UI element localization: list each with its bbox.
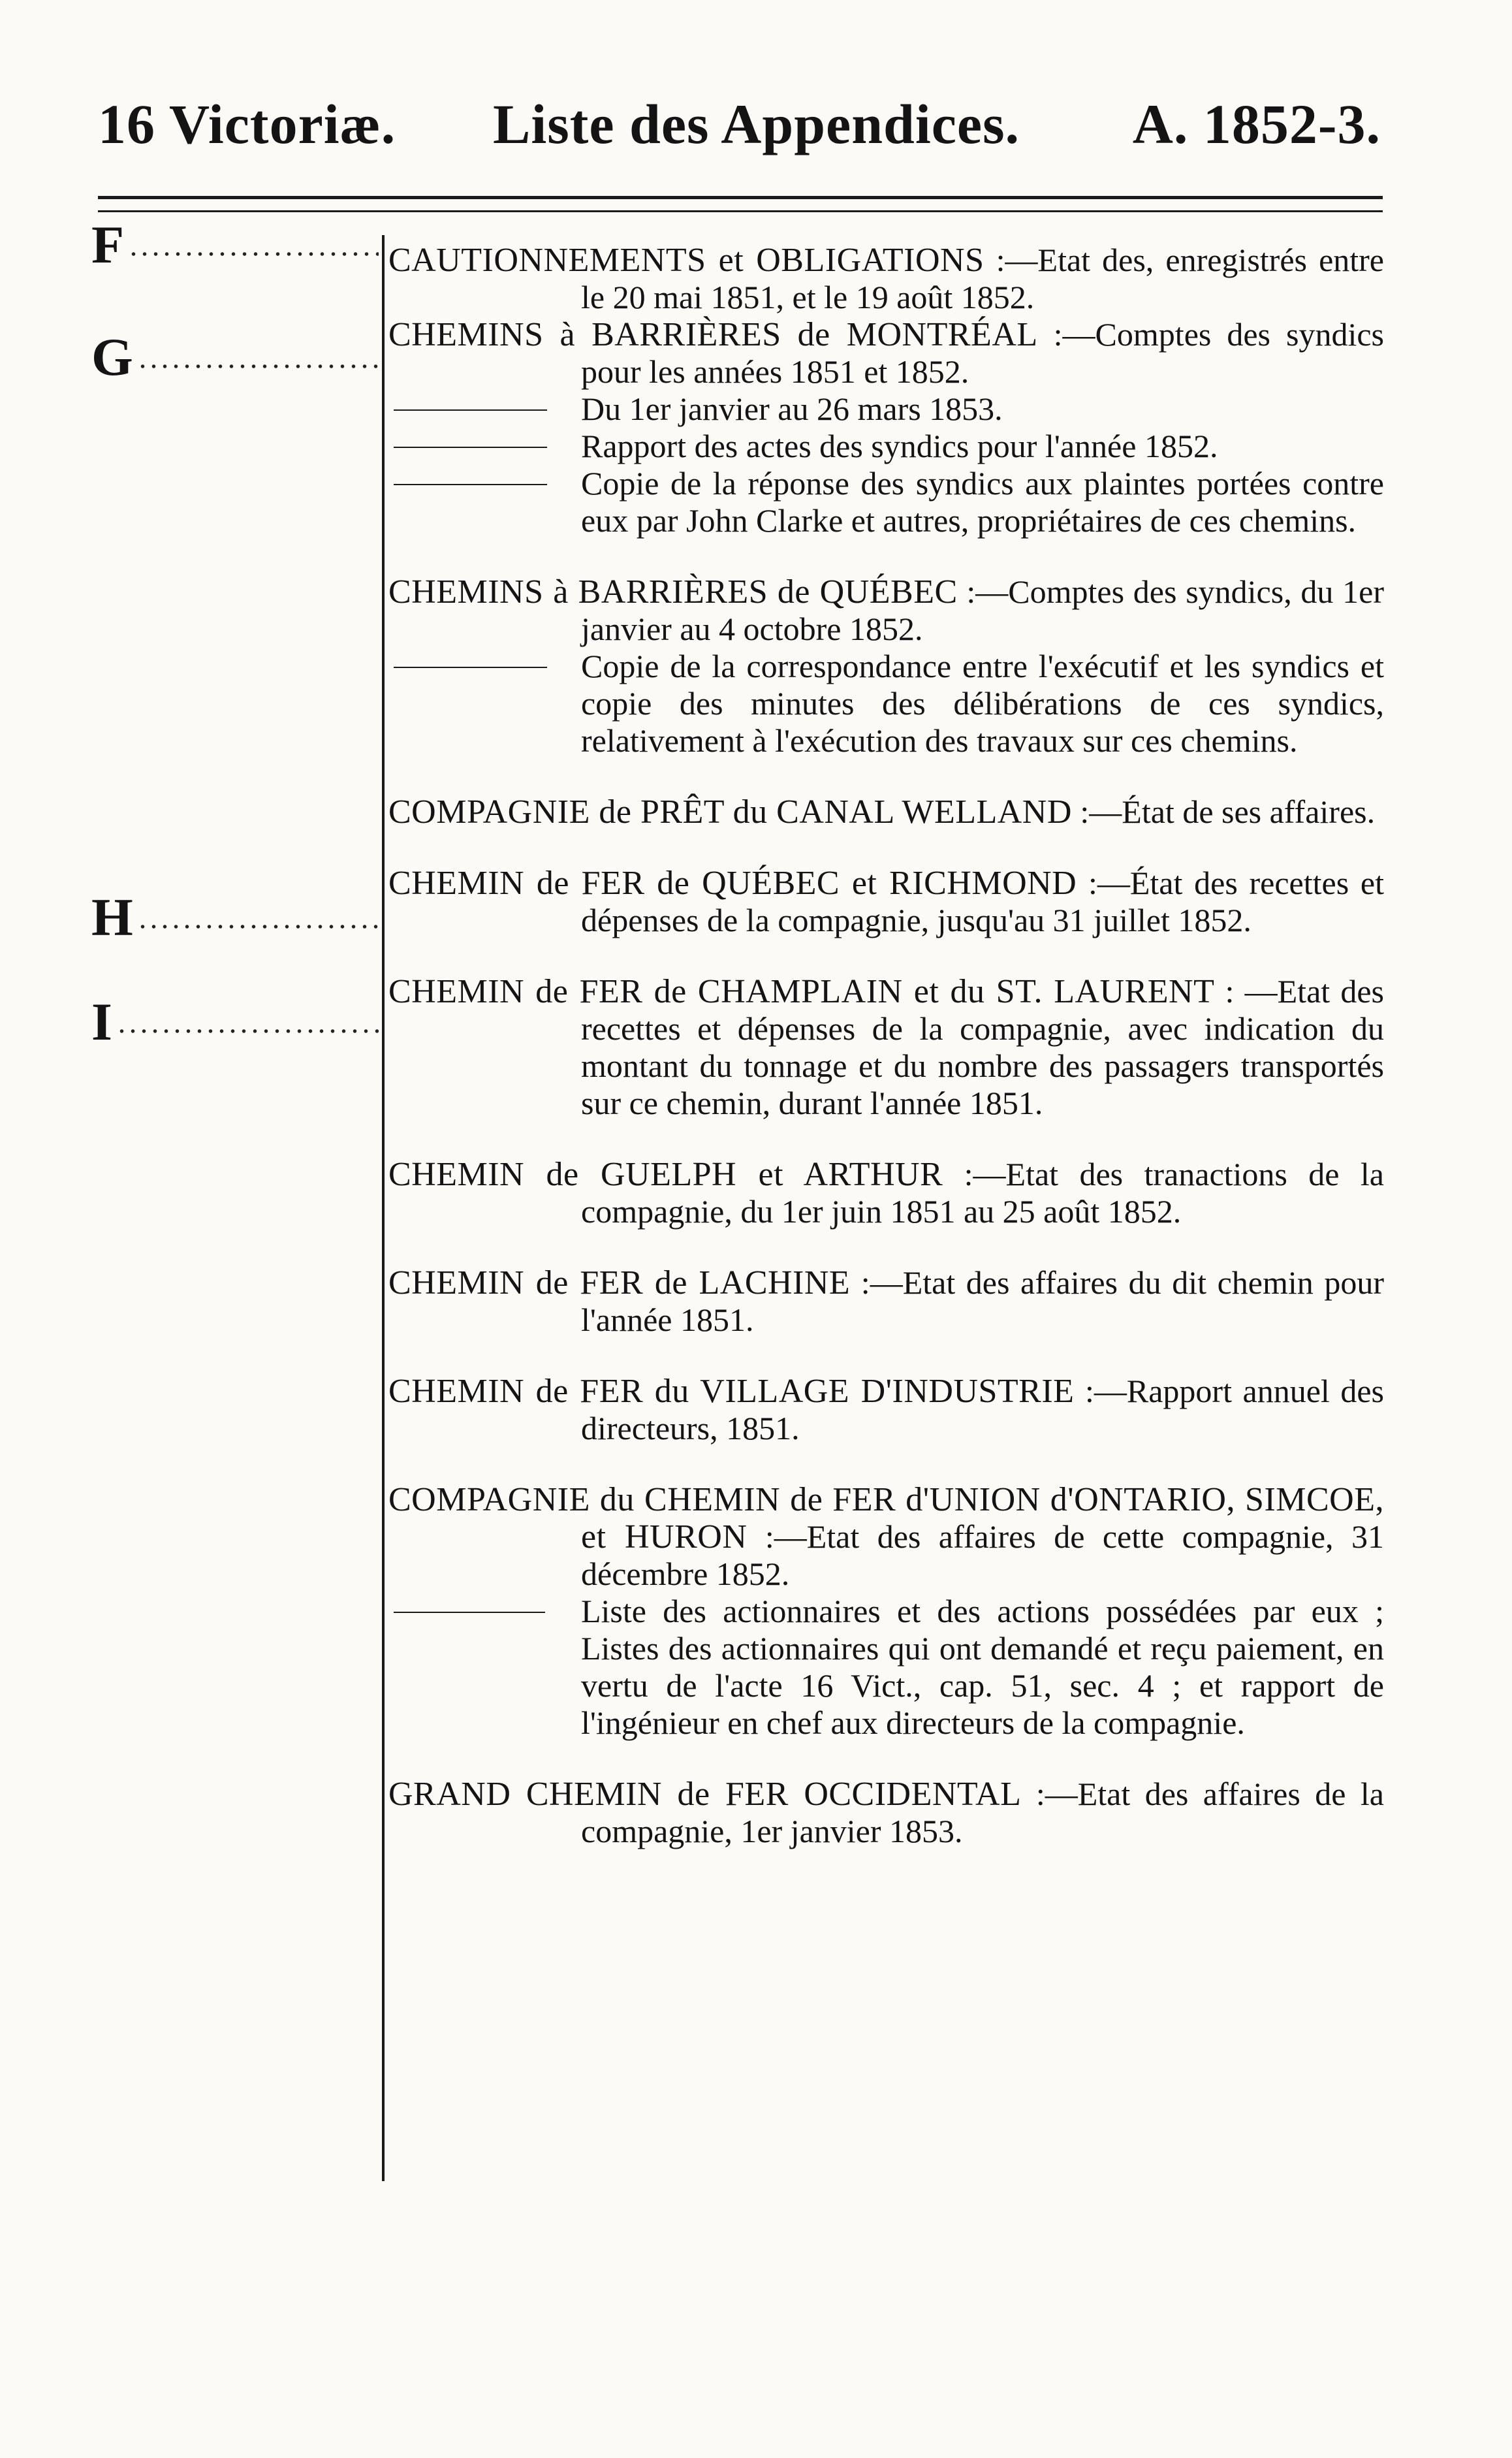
leader-dots bbox=[116, 1025, 379, 1037]
header-session: 16 Victoriæ. bbox=[98, 93, 396, 155]
letter-label: I bbox=[91, 992, 112, 1051]
entry-text: :—Etat des affaires de cette compagnie, 31 décembre 1852. bbox=[581, 1518, 1384, 1592]
entry-text: :—Comptes des syndics pour les années 1851 et 1852. bbox=[581, 316, 1385, 390]
header-rule-thin bbox=[98, 210, 1383, 212]
entry-text: :—Etat des tranactions de la compagnie, du 1er juin 1851 au 25 août 1852. bbox=[581, 1156, 1384, 1230]
entry-title: COMPAGNIE du CHEMIN de FER d'UNION d'ONTARIO, SIMCOE, et HURON bbox=[388, 1481, 1384, 1556]
column-divider bbox=[382, 235, 385, 2181]
letter-label: H bbox=[91, 887, 133, 947]
entry-text: :—Etat des affaires de la compagnie, 1er janvier 1853. bbox=[581, 1776, 1384, 1849]
sub-entry-dash bbox=[388, 465, 1384, 539]
header-year: A. 1852-3. bbox=[1132, 93, 1381, 155]
entry-title: GRAND CHEMIN de FER OCCIDENTAL bbox=[388, 1776, 1022, 1813]
entry-title: CHEMIN de FER de LACHINE bbox=[388, 1264, 851, 1301]
entry-text: :—État des recettes et dépenses de la compagnie, jusqu'au 31 juillet 1852. bbox=[581, 865, 1384, 938]
entry-title: CHEMIN de FER de CHAMPLAIN et du ST. LAURENT bbox=[388, 973, 1215, 1010]
leader-dots bbox=[128, 248, 379, 260]
sub-entry-dash bbox=[388, 391, 1384, 428]
entry-guelph-arthur bbox=[388, 1156, 1384, 1230]
leader-dots bbox=[137, 921, 379, 933]
leader-dots bbox=[137, 360, 379, 372]
entry-quebec-richmond bbox=[388, 865, 1384, 939]
entry-village-industrie bbox=[388, 1373, 1384, 1447]
appendix-letter-h bbox=[91, 887, 379, 947]
entry-grand-occidental bbox=[388, 1776, 1384, 1850]
page-header bbox=[98, 91, 1381, 170]
entry-cautionnements bbox=[388, 242, 1384, 316]
sub-entry-dash bbox=[388, 1593, 1384, 1742]
sub-entry-text: Copie de la réponse des syndics aux plaintes portées contre eux par John Clarke et autres, propriétaires de ces chemins. bbox=[581, 465, 1384, 539]
entry-union-ontario bbox=[388, 1481, 1384, 1593]
entry-text: :—État de ses affaires. bbox=[1071, 793, 1376, 830]
entry-text: :—Rapport annuel des directeurs, 1851. bbox=[581, 1373, 1384, 1446]
entry-title: CAUTIONNEMENTS et OBLIGATIONS bbox=[388, 242, 984, 279]
entry-text: : —Etat des recettes et dépenses de la compagnie, avec indication du montant du tonnage et du nombre des passagers transportés sur ce chemin, durant l'année 1851. bbox=[581, 973, 1384, 1121]
appendix-letter-f bbox=[91, 215, 379, 274]
entry-title: CHEMINS à BARRIÈRES de MONTRÉAL bbox=[388, 316, 1038, 353]
entry-title: CHEMIN de FER du VILLAGE D'INDUSTRIE bbox=[388, 1373, 1075, 1410]
entry-lachine bbox=[388, 1264, 1384, 1339]
entry-text: :—Etat des affaires du dit chemin pour l'année 1851. bbox=[581, 1264, 1384, 1338]
sub-entry-text: Liste des actionnaires et des actions possédées par eux ; Listes des actionnaires qui ont demandé et reçu paiement, en vertu de l'acte 16 Vict., cap. 51, sec. 4 ; et rapport de l'ingénieur en chef aux directeurs de la compagnie. bbox=[581, 1593, 1384, 1741]
header-title: Liste des Appendices. bbox=[493, 93, 1020, 155]
letter-label: G bbox=[91, 327, 133, 387]
entry-title: CHEMIN de FER de QUÉBEC et RICHMOND bbox=[388, 865, 1077, 902]
sub-entry-dash bbox=[388, 428, 1384, 465]
sub-entry-text: Du 1er janvier au 26 mars 1853. bbox=[581, 391, 1003, 427]
entry-text: :—Comptes des syndics, du 1er janvier au 4 octobre 1852. bbox=[581, 573, 1384, 647]
entry-title: CHEMINS à BARRIÈRES de QUÉBEC bbox=[388, 573, 958, 611]
entry-title: COMPAGNIE de PRÊT du CANAL WELLAND bbox=[388, 793, 1072, 831]
entry-chemins-montreal bbox=[388, 316, 1384, 391]
appendix-letter-i bbox=[91, 992, 379, 1051]
appendix-list bbox=[388, 242, 1384, 1850]
sub-entry-dash bbox=[388, 648, 1384, 759]
entry-title: CHEMIN de GUELPH et ARTHUR bbox=[388, 1156, 943, 1193]
appendix-letter-g bbox=[91, 327, 379, 387]
entry-champlain bbox=[388, 973, 1384, 1122]
sub-entry-text: Copie de la correspondance entre l'exécutif et les syndics et copie des minutes des délibérations de ces syndics, relativement à l'exécution des travaux sur ces chemins. bbox=[581, 648, 1384, 759]
entry-text: :—Etat des, enregistrés entre le 20 mai 1851, et le 19 août 1852. bbox=[581, 242, 1384, 315]
header-rule-thick bbox=[98, 196, 1383, 199]
entry-chemins-quebec bbox=[388, 573, 1384, 648]
sub-entry-text: Rapport des actes des syndics pour l'année 1852. bbox=[581, 428, 1218, 464]
entry-canal-welland bbox=[388, 793, 1384, 831]
letter-label: F bbox=[91, 215, 125, 274]
